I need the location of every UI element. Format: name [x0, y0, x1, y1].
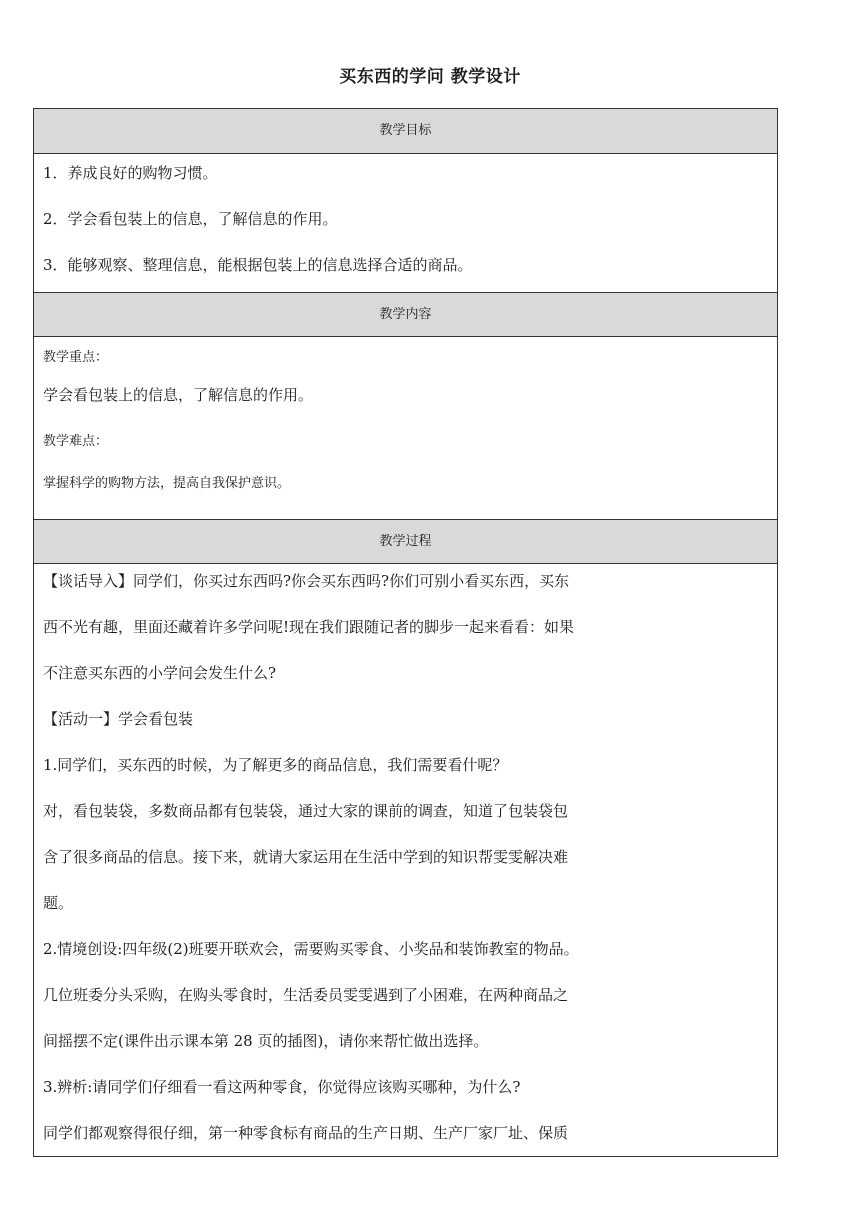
- key-point-label: 教学重点：: [43, 350, 109, 365]
- process-line: 对，看包装袋，多数商品都有包装袋，通过大家的课前的调查，知道了包装袋包: [43, 802, 569, 820]
- process-line: 同学们都观察得很仔细，第一种零食标有商品的生产日期、生产厂家厂址、保质: [43, 1124, 569, 1142]
- difficulty-text: 掌握科学的购物方法，提高自我保护意识。: [43, 476, 291, 491]
- process-line: 间摇摆不定(课件出示课本第 28 页的插图)，请你来帮忙做出选择。: [43, 1032, 489, 1050]
- process-section: [34, 564, 777, 1157]
- process-line: 不注意买东西的小学问会发生什么?: [43, 664, 277, 682]
- process-line: 几位班委分头采购，在购头零食时，生活委员雯雯遇到了小困难，在两种商品之: [43, 986, 569, 1004]
- objectives-section: [34, 154, 777, 292]
- activity-heading: 【活动一】学会看包装: [43, 710, 194, 728]
- process-line: 2.情境创设:四年级(2)班要开联欢会，需要购买零食、小奖品和装饰教室的物品。: [43, 940, 579, 958]
- objective-line: 3．能够观察、整理信息，能根据包装上的信息选择合适的商品。: [43, 256, 473, 274]
- process-line: 西不光有趣，里面还藏着许多学问呢!现在我们跟随记者的脚步一起来看看：如果: [43, 618, 575, 636]
- process-line: 含了很多商品的信息。接下来，就请大家运用在生活中学到的知识帮雯雯解决难: [43, 848, 569, 866]
- objective-line: 2．学会看包装上的信息，了解信息的作用。: [43, 210, 338, 228]
- lesson-plan-table: [33, 108, 778, 1157]
- document-title: 买东西的学问 教学设计: [339, 67, 521, 87]
- process-line: 题。: [43, 894, 74, 912]
- section-header-content: 教学内容: [34, 292, 777, 337]
- content-section: [34, 337, 777, 519]
- section-header-process: 教学过程: [34, 519, 777, 564]
- process-line: 3.辨析:请同学们仔细看一看这两种零食，你觉得应该购买哪种，为什么?: [43, 1078, 521, 1096]
- key-point-text: 学会看包装上的信息，了解信息的作用。: [43, 386, 314, 404]
- difficulty-label: 教学难点：: [43, 434, 109, 449]
- objective-line: 1．养成良好的购物习惯。: [43, 164, 218, 182]
- section-header-objectives: 教学目标: [34, 109, 777, 154]
- process-line: 1.同学们，买东西的时候，为了解更多的商品信息，我们需要看什呢？: [43, 756, 508, 774]
- process-line: 【谈话导入】同学们，你买过东西吗?你会买东西吗?你们可别小看买东西，买东: [43, 572, 570, 590]
